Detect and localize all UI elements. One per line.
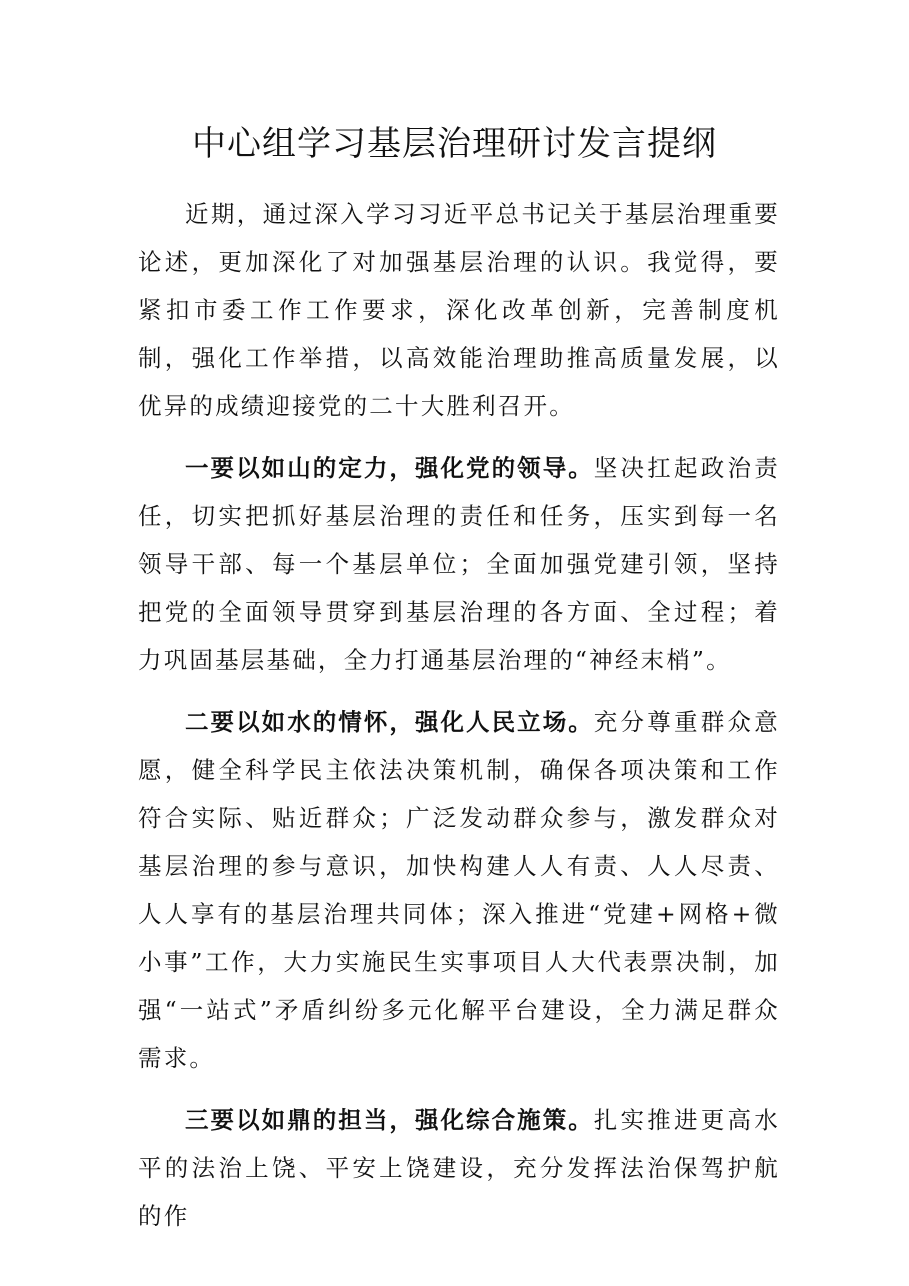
document-body <box>138 190 780 1254</box>
section-heading-2: 二要以如水的情怀，强化人民立场。 <box>185 708 594 736</box>
section-heading-1: 一要以如山的定力，强化党的领导。 <box>185 454 594 482</box>
document-title: 中心组学习基层治理研讨发言提纲 <box>192 124 717 164</box>
section-text-3: 扎实推进更高水平的法治上饶、平安上饶建设，充分发挥法治保驾护航的作 <box>138 1106 780 1230</box>
intro-paragraph: 近期，通过深入学习习近平总书记关于基层治理重要论述，更加深化了对加强基层治理的认识。我觉得，要紧扣市委工作工作要求，深化改革创新，完善制度机制，强化工作举措，以高效能治理助推高质量发展，以优异的成绩迎接党的二十大胜利召开。 <box>138 200 780 420</box>
section-heading-3: 三要以如鼎的担当，强化综合施策。 <box>185 1106 594 1134</box>
section-text-1: 坚决扛起政治责任，切实把抓好基层治理的责任和任务，压实到每一名领导干部、每一个基层单位；全面加强党建引领，坚持把党的全面领导贯穿到基层治理的各方面、全过程；着力巩固基层基础，全力打通基层治理的“神经末梢”。 <box>138 454 780 674</box>
section-paragraph-3 <box>138 1096 780 1240</box>
section-text-2: 充分尊重群众意愿，健全科学民主依法决策机制，确保各项决策和工作符合实际、贴近群众；广泛发动群众参与，激发群众对基层治理的参与意识，加快构建人人有责、人人尽责、人人享有的基层治理共同体；深入推进“党建+网格+微小事”工作，大力实施民生实事项目人大代表票决制，加强“一站式”矛盾纠纷多元化解平台建设，全力满足群众需求。 <box>138 708 780 1072</box>
section-paragraph-1 <box>138 444 780 684</box>
section-paragraph-2 <box>138 698 780 1082</box>
